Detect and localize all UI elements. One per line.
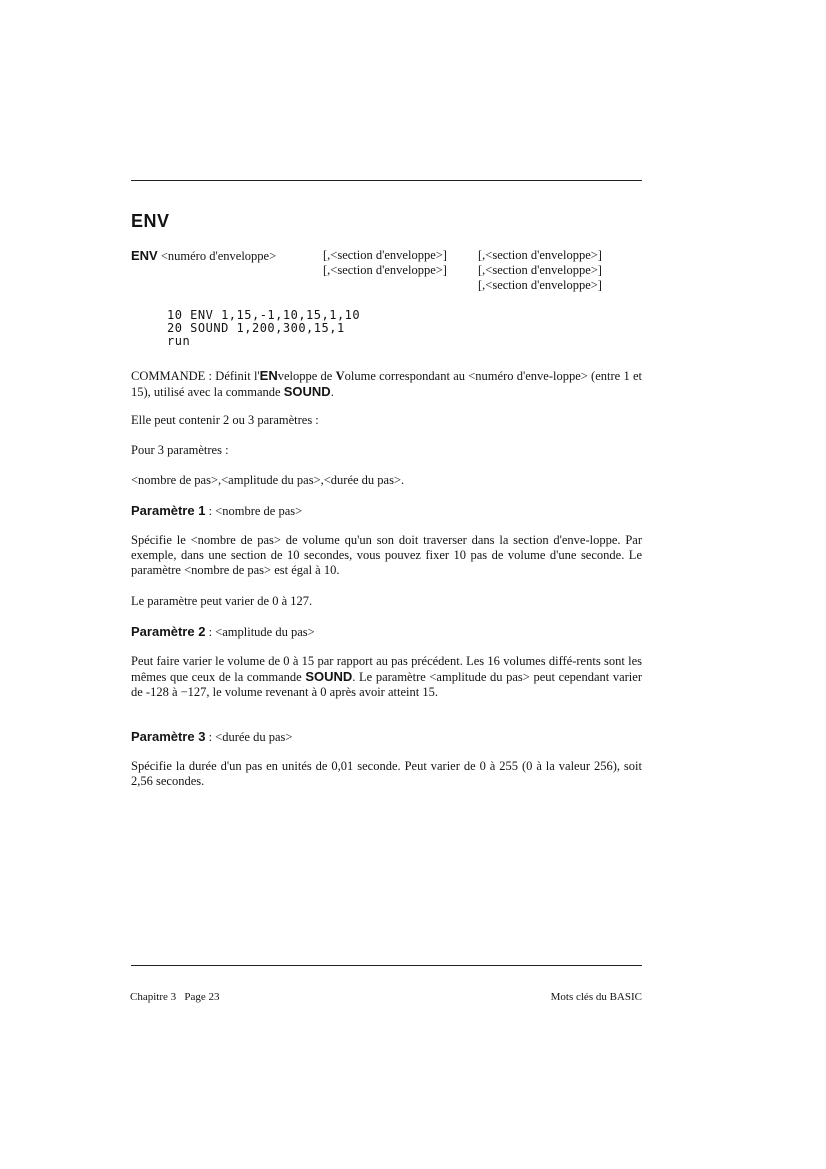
- param1-heading: [131, 503, 642, 519]
- syntax-arg: <numéro d'enveloppe>: [160, 249, 277, 263]
- commande-text: .: [330, 385, 334, 399]
- bottom-rule: [131, 965, 642, 966]
- commande-text: COMMANDE : Définit l': [131, 369, 260, 383]
- code-line: 10 ENV 1,15,-1,10,15,1,10: [167, 308, 361, 322]
- syntax-section-r2c1: [,<section d'enveloppe>]: [323, 263, 447, 277]
- page-title: ENV: [131, 211, 170, 231]
- param3-label: Paramètre 3: [131, 729, 206, 744]
- param2-text: . Le paramètre <amplitude du pas> peut cependant varier de -128 à −127, le volume revenant à 0 après avoir atteint 15.: [131, 670, 642, 699]
- params-list: <nombre de pas>,<amplitude du pas>,<durée du pas>.: [131, 473, 405, 487]
- param2-heading: [131, 624, 642, 640]
- param1-name: : <nombre de pas>: [205, 504, 303, 518]
- commande-paragraph: [131, 368, 642, 400]
- param2-label: Paramètre 2: [131, 624, 206, 639]
- param1-description: Spécifie le <nombre de pas> de volume qu'un son doit traverser dans la section d'enve-loppe. Par exemple, dans une section de 10 secondes, vous pouvez fixer 10 pas de volume d'une seconde. Le paramètre <nombre de pas> est égal à 10.: [131, 533, 642, 577]
- param3-description: Spécifie la durée d'un pas en unités de 0,01 seconde. Peut varier de 0 à 255 (0 à la valeur 256), soit 2,56 secondes.: [131, 759, 642, 788]
- param2-sound-keyword: SOUND: [305, 669, 353, 684]
- commande-sound-keyword: SOUND: [283, 384, 331, 399]
- param1-range: Le paramètre peut varier de 0 à 127.: [131, 594, 313, 608]
- syntax-section-r1c1: [,<section d'enveloppe>]: [323, 248, 447, 262]
- syntax-section-r3c2: [,<section d'enveloppe>]: [478, 278, 602, 292]
- syntax-section-r2c2: [,<section d'enveloppe>]: [478, 263, 602, 277]
- param3-heading: [131, 729, 642, 745]
- code-line: run: [167, 334, 191, 348]
- param2-description: [131, 654, 642, 700]
- params-intro: Elle peut contenir 2 ou 3 paramètres :: [131, 413, 319, 427]
- commande-v-bold: V: [335, 369, 345, 383]
- param2-name: : <amplitude du pas>: [205, 625, 315, 639]
- param2-text: Peut faire varier le volume de 0 à 15 par rapport au pas précédent. Les 16 volumes diffé-rents sont les mêmes que ceux de la commande: [131, 654, 642, 684]
- commande-text: olume correspondant au <numéro d'enve-loppe> (entre 1 et 15), utilisé avec la commande: [131, 369, 642, 399]
- commande-text: veloppe de: [277, 369, 336, 383]
- param3-name: : <durée du pas>: [205, 730, 293, 744]
- commande-en-bold: EN: [259, 368, 278, 383]
- footer-page-ref: Chapitre 3 Page 23: [130, 991, 220, 1003]
- syntax-line-1: [131, 248, 276, 264]
- syntax-keyword: ENV: [131, 248, 158, 263]
- pour-3-params: Pour 3 paramètres :: [131, 443, 229, 457]
- code-example: [167, 309, 360, 348]
- footer-section: Mots clés du BASIC: [550, 991, 642, 1003]
- param1-label: Paramètre 1: [131, 503, 206, 518]
- code-line: 20 SOUND 1,200,300,15,1: [167, 321, 345, 335]
- top-rule: [131, 180, 642, 181]
- syntax-section-r1c2: [,<section d'enveloppe>]: [478, 248, 602, 262]
